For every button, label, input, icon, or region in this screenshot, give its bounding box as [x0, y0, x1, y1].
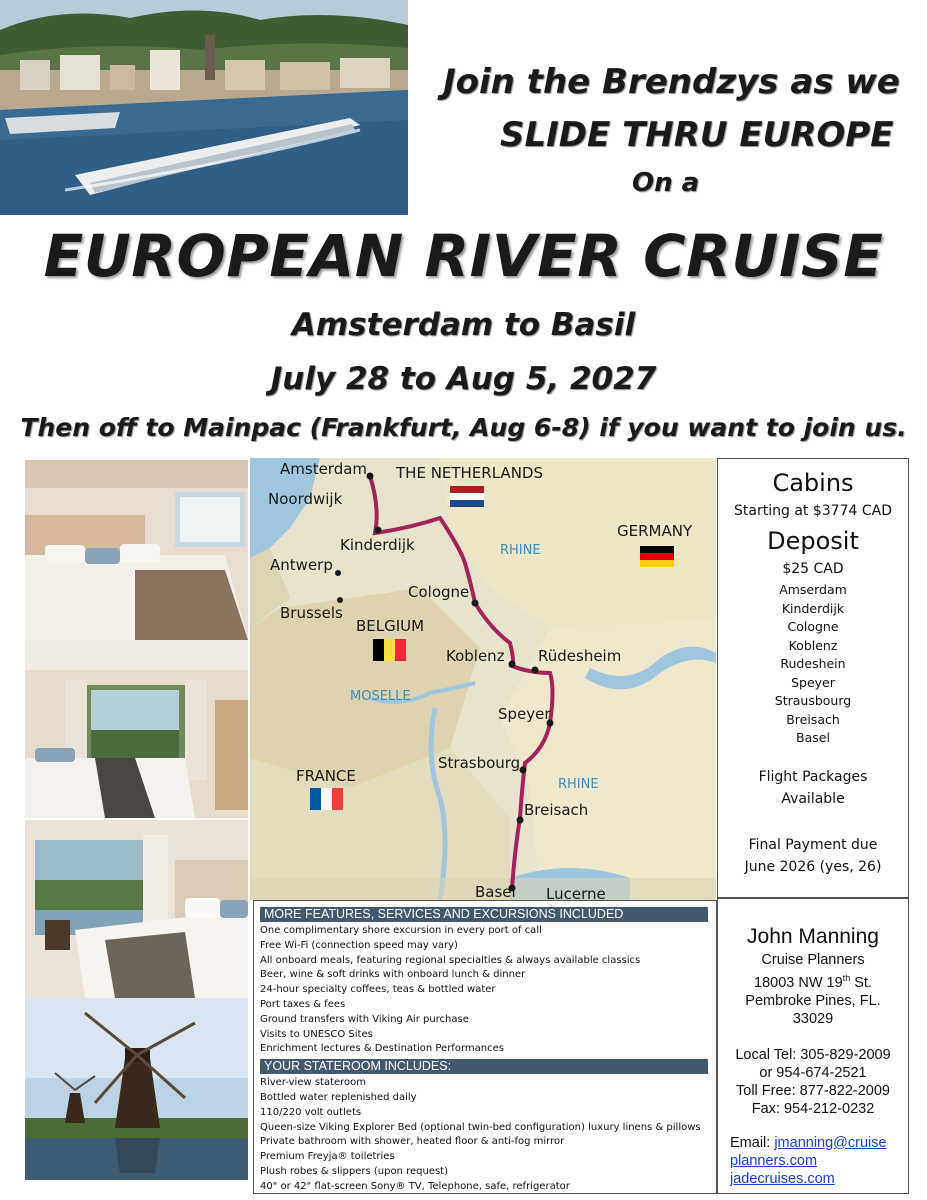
- headline-join: Join the Brendzys as we: [443, 62, 900, 102]
- city-dot: [509, 661, 516, 668]
- river-rhine-north: RHINE: [500, 543, 541, 558]
- stop-item: Breisach: [786, 711, 840, 727]
- headline-on-a: On a: [632, 168, 700, 198]
- features-box: [253, 900, 717, 1194]
- country-france: FRANCE: [296, 767, 356, 785]
- extra-subtitle: Then off to Mainpac (Frankfurt, Aug 6-8) if you want to join us.: [20, 413, 907, 442]
- flag-belgium-icon: [373, 639, 406, 661]
- flag-netherlands-icon: [450, 486, 484, 507]
- stateroom-item: Premium Freyja® toiletries: [260, 1151, 395, 1163]
- features-heading: MORE FEATURES, SERVICES AND EXCURSIONS INCLUDED: [260, 907, 708, 922]
- city-dot: [335, 570, 341, 576]
- headline-slide: SLIDE THRU EUROPE: [500, 115, 894, 155]
- city-dot: [520, 767, 527, 774]
- final-payment: [718, 834, 908, 878]
- city-noordwijk: Noordwijk: [268, 490, 343, 508]
- flag-germany-icon: [640, 546, 674, 567]
- final-line-1: Final Payment due: [748, 836, 878, 853]
- stateroom-photo-3: [25, 820, 248, 998]
- city-breisach: Breisach: [524, 801, 589, 819]
- dates-subtitle: July 28 to Aug 5, 2027: [270, 361, 657, 397]
- email-link-1a[interactable]: jmanning@cruise: [774, 1134, 887, 1151]
- final-line-2: June 2026 (yes, 26): [744, 858, 882, 875]
- flight-line-1: Flight Packages: [758, 768, 868, 785]
- contact-street: 18003 NW 19th St.: [754, 973, 872, 991]
- stateroom-list: [260, 1076, 710, 1194]
- stop-item: Kinderdijk: [781, 600, 845, 616]
- contact-zip: 33029: [792, 1010, 834, 1027]
- stop-item: Amserdam: [779, 582, 847, 597]
- city-brussels: Brussels: [280, 604, 343, 622]
- feature-item: Enrichment lectures & Destination Performances: [260, 1043, 504, 1055]
- contact-phones: [718, 1046, 908, 1118]
- contact-org: Cruise Planners: [761, 952, 865, 968]
- cabins-title: Cabins: [772, 469, 854, 497]
- city-dot: [517, 817, 524, 824]
- river-moselle: MOSELLE: [350, 689, 411, 704]
- fax-number: Fax: 954-212-0232: [751, 1100, 875, 1117]
- city-basel: Basel: [475, 883, 516, 900]
- stops-list: [718, 581, 908, 748]
- deposit-title: Deposit: [767, 527, 859, 555]
- feature-item: Visits to UNESCO Sites: [260, 1028, 373, 1040]
- route-subtitle: Amsterdam to Basil: [291, 307, 636, 343]
- stateroom-photo-2: [25, 640, 248, 818]
- city-lucerne: Lucerne: [546, 885, 606, 900]
- alt-phone: or 954-674-2521: [759, 1064, 867, 1081]
- email-link-1b[interactable]: planners.com: [730, 1152, 818, 1169]
- contact-emails: [718, 1134, 908, 1188]
- river-rhine-south: RHINE: [558, 777, 599, 792]
- website-link[interactable]: jadecruises.com: [730, 1170, 835, 1187]
- route-map: [250, 458, 716, 900]
- city-dot: [472, 600, 479, 607]
- city-strasbourg: Strasbourg: [438, 754, 521, 772]
- hero-river-photo: [0, 0, 408, 215]
- city-antwerp: Antwerp: [270, 556, 333, 574]
- city-dot: [532, 667, 539, 674]
- flight-packages: [718, 766, 908, 810]
- email-label: Email:: [730, 1134, 775, 1151]
- stop-item: Cologne: [787, 619, 839, 634]
- deposit-amount: $25 CAD: [782, 561, 844, 577]
- tollfree-phone: Toll Free: 877-822-2009: [736, 1082, 890, 1099]
- local-phone: Local Tel: 305-829-2009: [735, 1046, 891, 1063]
- city-koblenz: Koblenz: [446, 647, 505, 665]
- feature-item: Free Wi-Fi (connection speed may vary): [260, 939, 458, 951]
- stateroom-item: Queen-size Viking Explorer Bed (optional twin-bed configuration) luxury linens & pillows: [260, 1121, 701, 1133]
- country-germany: GERMANY: [617, 522, 693, 540]
- feature-item: 24-hour specialty coffees, teas & bottled water: [260, 984, 496, 996]
- city-amsterdam: Amsterdam: [280, 460, 368, 478]
- stop-item: Basel: [796, 730, 830, 745]
- flight-line-2: Available: [781, 790, 845, 807]
- stateroom-item: Bottled water replenished daily: [260, 1091, 417, 1103]
- cabins-price: Starting at $3774 CAD: [734, 503, 892, 519]
- city-dot: [337, 597, 343, 603]
- stateroom-photo-1: [25, 460, 248, 640]
- stateroom-heading: YOUR STATEROOM INCLUDES:: [260, 1059, 708, 1074]
- stateroom-item: River-view stateroom: [260, 1077, 367, 1089]
- country-belgium: BELGIUM: [356, 617, 425, 635]
- stop-item: Strausbourg: [774, 693, 852, 708]
- country-netherlands: THE NETHERLANDS: [396, 464, 543, 482]
- feature-item: Beer, wine & soft drinks with onboard lunch & dinner: [260, 969, 526, 981]
- city-dot: [375, 527, 382, 534]
- feature-item: One complimentary shore excursion in every port of call: [260, 925, 542, 936]
- city-cologne: Cologne: [408, 583, 470, 601]
- stateroom-item: 110/220 volt outlets: [260, 1106, 362, 1118]
- city-dot: [367, 473, 374, 480]
- windmill-photo: [25, 998, 248, 1180]
- contact-box: [717, 898, 909, 1194]
- stateroom-item: 40" or 42" flat-screen Sony® TV, Telephone, safe, refrigerator: [260, 1180, 570, 1192]
- contact-city: Pembroke Pines, FL.: [745, 992, 881, 1009]
- city-kinderdijk: Kinderdijk: [340, 536, 415, 554]
- stop-item: Koblenz: [788, 637, 838, 653]
- stateroom-item: Private bathroom with shower, heated floor & anti-fog mirror: [260, 1136, 565, 1148]
- city-speyer: Speyer: [498, 705, 551, 723]
- stateroom-item: Plush robes & slippers (upon request): [260, 1165, 448, 1177]
- feature-item: All onboard meals, featuring regional specialties & always available classics: [260, 954, 641, 966]
- page-title: EUROPEAN RIVER CRUISE: [43, 222, 884, 290]
- city-rudesheim: Rüdesheim: [538, 647, 622, 665]
- cabins-box: [717, 458, 909, 898]
- email-line: [730, 1134, 908, 1152]
- feature-item: Ground transfers with Viking Air purchase: [260, 1013, 469, 1025]
- features-list: [260, 924, 710, 1057]
- stop-item: Rudeshein: [780, 656, 846, 671]
- contact-name: John Manning: [747, 925, 879, 948]
- feature-item: Port taxes & fees: [260, 998, 346, 1010]
- stop-item: Speyer: [791, 674, 835, 690]
- flag-france-icon: [310, 788, 343, 810]
